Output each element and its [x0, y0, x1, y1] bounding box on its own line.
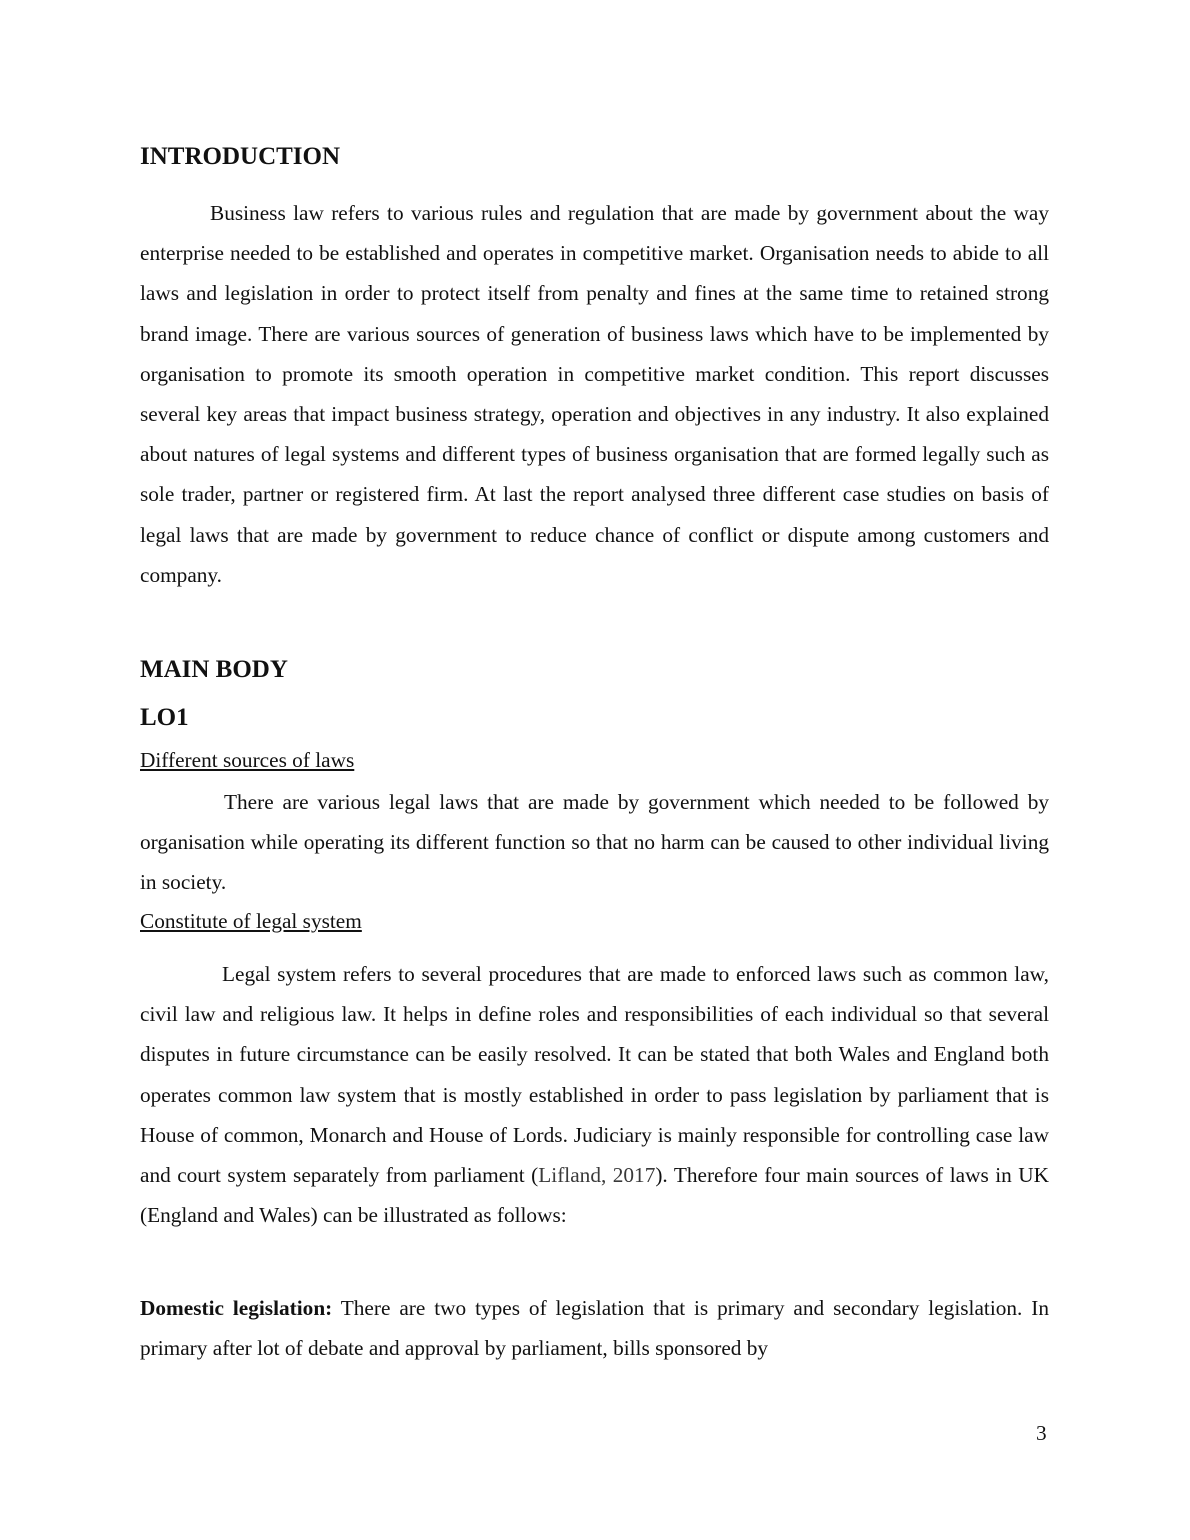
main-body-heading: MAIN BODY	[140, 656, 288, 683]
domestic-legislation-text: There are two types of legislation that is primary and secondary legislation. In primary after lot of debate and approval by parliament, bills sponsored by	[140, 1296, 1049, 1361]
sources-subheading: Different sources of laws	[140, 748, 355, 772]
citation: Lifland, 2017	[538, 1163, 656, 1188]
introduction-paragraph: Business law refers to various rules and regulation that are made by government about the way enterprise needed to be established and operates in competitive market. Organisation needs to abide to all laws and legislation in order to protect itself from penalty and fines at the same time to retained strong brand image. There are various sources of generation of business laws which have to be implemented by organisation to promote its smooth operation in competitive market condition. This report discusses several key areas that impact business strategy, operation and objectives in any industry. It also explained about natures of legal systems and different types of business organisation that are formed legally such as sole trader, partner or registered firm. At last the report analysed three different case studies on basis of legal laws that are made by government to reduce chance of conflict or dispute among customers and company.	[140, 201, 1049, 587]
legal-system-subheading: Constitute of legal system	[140, 909, 362, 933]
page-number: 3	[1036, 1421, 1047, 1445]
lo1-heading: LO1	[140, 704, 189, 731]
legal-text-after-citation: ). Therefore four main sources of laws in UK (England and Wales) can be illustrated as follows:	[140, 1163, 1049, 1228]
legal-system-paragraph	[140, 954, 1049, 1235]
introduction-heading: INTRODUCTION	[140, 143, 341, 170]
domestic-legislation-paragraph	[140, 1288, 1049, 1368]
legal-text-before-citation: Legal system refers to several procedures that are made to enforced laws such as common law, civil law and religious law. It helps in define roles and responsibilities of each individual so that several disputes in future circumstance can be easily resolved. It can be stated that both Wales and England both operates common law system that is mostly established in order to pass legislation by parliament that is House of common, Monarch and House of Lords. Judiciary is mainly responsible for controlling case law and court system separately from parliament (	[140, 962, 1049, 1188]
domestic-legislation-label: Domestic legislation:	[140, 1296, 333, 1320]
sources-paragraph: There are various legal laws that are made by government which needed to be followed by organisation while operating its different function so that no harm can be caused to other individual living in society.	[140, 790, 1049, 895]
